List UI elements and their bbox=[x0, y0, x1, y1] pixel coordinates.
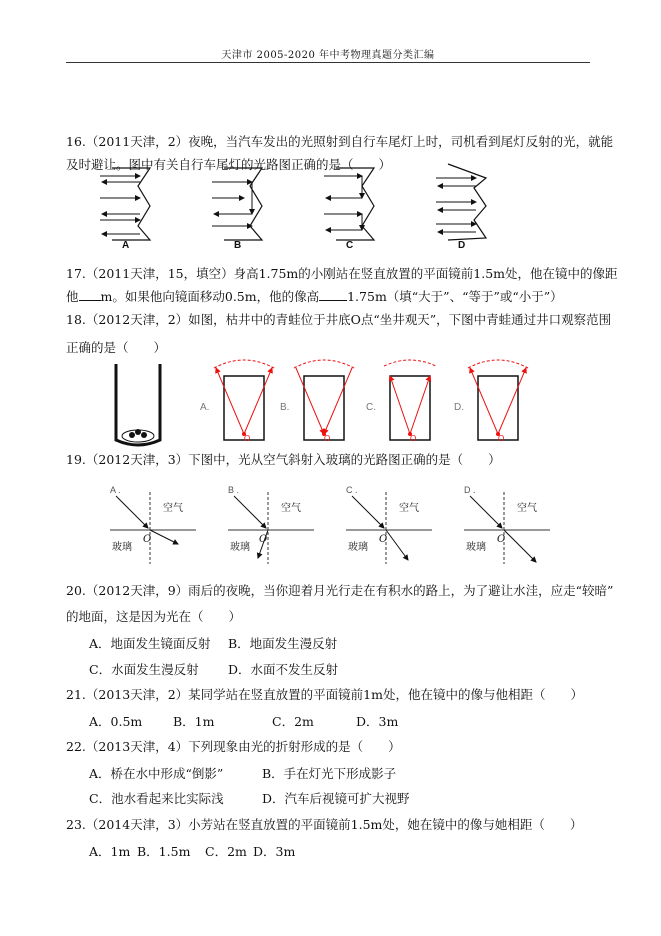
q19-option-b-label: B . bbox=[228, 485, 240, 495]
q19-glass-label-b: 玻璃 bbox=[230, 542, 250, 553]
q19-air-label-b: 空气 bbox=[281, 503, 301, 514]
q21-option-d: D．3m bbox=[356, 714, 399, 729]
q17-text-a: 他 bbox=[66, 289, 79, 304]
q19-glass-label-a: 玻璃 bbox=[112, 542, 132, 553]
q17-blank-1[interactable] bbox=[79, 289, 101, 301]
q20-option-a: A．地面发生镜面反射 bbox=[89, 636, 211, 651]
q19-glass-label-c: 玻璃 bbox=[348, 542, 368, 553]
q17-line2 bbox=[66, 289, 563, 305]
q16-line2: 及时避让。图中有关自行车尾灯的光路图正确的是（ ） bbox=[66, 157, 392, 172]
q18-line1: 18.（2012天津，2）如图，枯井中的青蛙位于井底O点“坐井观天”，下图中青蛙通过井口观察范围 bbox=[66, 312, 612, 327]
q16-option-d-label: D bbox=[458, 240, 466, 251]
q20-option-c: C．水面发生漫反射 bbox=[89, 662, 199, 677]
q23-option-b: B．1.5m bbox=[137, 844, 191, 859]
q19-figure bbox=[98, 478, 558, 566]
q16-option-b-diagram bbox=[212, 168, 262, 240]
q18-option-a-diagram bbox=[214, 360, 274, 440]
q18-option-a-label: A. bbox=[200, 402, 210, 413]
q22-option-c: C．池水看起来比实际浅 bbox=[89, 791, 224, 806]
q17-text-c: 1.75m（填“大于”、“等于”或“小于”） bbox=[347, 289, 563, 304]
q21-option-b: B．1m bbox=[173, 714, 215, 729]
q18-point-label-d: O bbox=[498, 434, 505, 443]
q22-option-a: A．桥在水中形成“倒影” bbox=[89, 766, 224, 781]
q18-option-c-diagram bbox=[384, 360, 436, 440]
q21-option-a: A．0.5m bbox=[89, 714, 143, 729]
q18-point-label-c: O bbox=[410, 434, 417, 443]
q20-line2: 的地面，这是因为光在（ ） bbox=[66, 609, 242, 624]
q18-option-d-label: D. bbox=[454, 402, 464, 413]
q21-line1: 21.（2013天津，2）某同学站在竖直放置的平面镜前1m处，他在镜中的像与他相距（ ） bbox=[66, 687, 583, 702]
page-header-title: 天津市 2005-2020 年中考物理真题分类汇编 bbox=[221, 50, 435, 61]
q16-figure bbox=[98, 158, 518, 254]
q18-point-label-a: O bbox=[244, 434, 251, 443]
q22-line1: 22.（2013天津，4）下列现象由光的折射形成的是（ ） bbox=[66, 739, 401, 754]
q19-point-label-b: O bbox=[259, 534, 268, 545]
q16-option-c-diagram bbox=[324, 168, 374, 240]
q16-option-a-label: A bbox=[122, 240, 130, 251]
q18-option-b-diagram bbox=[294, 360, 354, 440]
q20-option-b: B．地面发生漫反射 bbox=[228, 636, 338, 651]
q19-air-label-c: 空气 bbox=[399, 503, 419, 514]
q19-line1: 19.（2012天津，3）下图中，光从空气斜射入玻璃的光路图正确的是（ ） bbox=[66, 452, 501, 467]
q19-air-label-d: 空气 bbox=[517, 503, 537, 514]
q19-glass-label-d: 玻璃 bbox=[466, 542, 486, 553]
q16-option-a-diagram bbox=[100, 168, 150, 240]
q21-option-c: C．2m bbox=[272, 714, 314, 729]
q18-well-with-frog bbox=[116, 364, 160, 445]
q19-option-c-label: C . bbox=[346, 485, 358, 495]
q23-option-a: A．1m bbox=[89, 844, 131, 859]
q19-point-label-c: O bbox=[379, 534, 388, 545]
q18-option-b-label: B. bbox=[280, 402, 290, 413]
q22-option-b: B．手在灯光下形成影子 bbox=[262, 766, 397, 781]
q19-option-a-label: A . bbox=[110, 485, 121, 495]
q19-point-label-d: O bbox=[497, 534, 506, 545]
q23-option-c: C．2m bbox=[205, 844, 247, 859]
q20-option-d: D．水面不发生反射 bbox=[228, 662, 339, 677]
q16-option-c-label: C bbox=[346, 240, 354, 251]
q18-line2: 正确的是（ ） bbox=[66, 340, 167, 355]
q20-line1: 20.（2012天津，9）雨后的夜晚，当你迎着月光行走在有积水的路上，为了避让水洼，应走“较暗” bbox=[66, 583, 614, 598]
header-rule bbox=[66, 62, 590, 63]
q18-point-label-b: O bbox=[324, 434, 331, 443]
q16-option-b-label: B bbox=[234, 240, 242, 251]
q23-option-d: D．3m bbox=[253, 844, 296, 859]
q18-option-c-label: C. bbox=[366, 402, 376, 413]
q22-option-d: D．汽车后视镜可扩大视野 bbox=[262, 791, 410, 806]
q19-option-d-label: D . bbox=[464, 485, 476, 495]
q19-point-label-a: O bbox=[143, 534, 152, 545]
q18-option-d-diagram bbox=[468, 360, 528, 440]
q17-text-b: m。如果他向镜面移动0.5m，他的像高 bbox=[100, 289, 320, 304]
q17-line1: 17.（2011天津，15，填空）身高1.75m的小刚站在竖直放置的平面镜前1.5m处，他在镜中的像距 bbox=[66, 266, 618, 281]
q23-line1: 23.（2014天津，3）小芳站在竖直放置的平面镜前1.5m处，她在镜中的像与她相距（ ） bbox=[66, 817, 583, 832]
q19-air-label-a: 空气 bbox=[163, 503, 183, 514]
q16-line1: 16.（2011天津，2）夜晚，当汽车发出的光照射到自行车尾灯上时，司机看到尾灯反射的光，就能 bbox=[66, 134, 614, 149]
q17-blank-2[interactable] bbox=[319, 289, 347, 301]
q16-option-d-diagram bbox=[436, 164, 486, 240]
